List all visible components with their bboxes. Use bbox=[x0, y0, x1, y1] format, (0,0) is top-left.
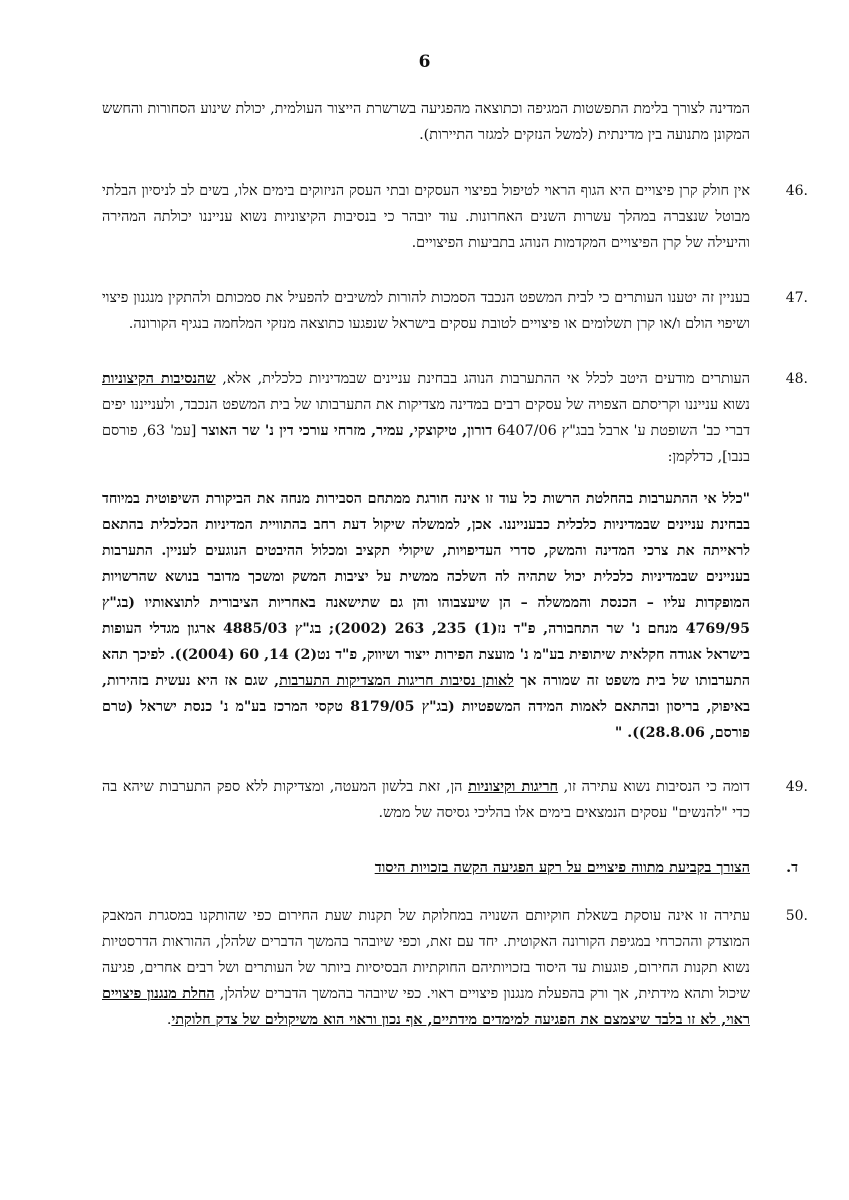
paragraph-number: 50. bbox=[785, 908, 808, 924]
section-title: הצורך בקביעת מתווה פיצויים על רקע הפגיעה הקשה בזכויות היסוד bbox=[374, 859, 750, 876]
paragraph-46 bbox=[102, 178, 808, 256]
paragraph-47 bbox=[102, 285, 808, 337]
paragraph-50 bbox=[102, 903, 808, 1033]
paragraph-number: 49. bbox=[785, 779, 808, 795]
legal-quote bbox=[102, 486, 750, 746]
paragraph-text: העותרים מודעים היטב לכלל אי ההתערבות הנוהג בבחינת עניינים שבמדיניות כלכלית, אלא, bbox=[215, 371, 750, 387]
paragraph-text: בעניין זה יטענו העותרים כי לבית המשפט הנכבד הסמכות להורות למשיבים להפעיל את סמכותם ולהתקין מנגנון פיצוי ושיפוי הולם ו/או קרן תשלומים או פיצויים לטובת עסקים בישראל שנפגעו כתוצאה מנזקי המלחמה בנגיף הקורונה. bbox=[102, 290, 750, 332]
paragraph-number: 47. bbox=[785, 290, 808, 306]
paragraph-49 bbox=[102, 774, 808, 826]
emphasis-text: חריגות וקיצוניות bbox=[468, 778, 559, 795]
paragraph-number: 48. bbox=[785, 371, 808, 387]
emphasis-text: החלת מנגנון פיצויים ראוי, לא זו בלבד שיצמצם את הפגיעה למימדים מידתיים, אף נכון וראוי הוא משיקולים של צדק חלוקתי bbox=[102, 985, 750, 1028]
paragraph-number: 46. bbox=[785, 183, 808, 199]
paragraph-text: . bbox=[166, 1012, 172, 1028]
paragraph-48 bbox=[102, 366, 808, 470]
case-name: דורון, טיקוצקי, עמיר, מזרחי עורכי דין נ' שר האוצר bbox=[201, 422, 493, 439]
quote-text: , שגם אז היא נעשית בזהירות, באיפוק, בריסון ובהתאם לאמות המידה המשפטיות (בג"ץ 8179/05 טקסי המרכז בע"מ נ' כנסת ישראל (טרם פורסם, 28.8.06)). " bbox=[102, 673, 750, 741]
paragraph-text: [עמ' 63, פורסם בנבו], כדלקמן: bbox=[102, 423, 750, 465]
paragraph-text: נשוא ענייננו וקריסתם הצפויה של עסקים רבים במדינה מצדיקות את התערבותו של בית המשפט הנכבד, ולענייננו יפים דברי כב' השופטת ע' ארבל בבג"ץ 6407/06 bbox=[102, 397, 751, 439]
paragraph-text: הן, זאת בלשון המעטה, ומצדיקות ללא ספק התערבות שיהא בה כדי "להנשים" עסקים הנמצאים בימים אלו בהליכי גסיסה של ממש. bbox=[102, 779, 750, 821]
section-letter: ד. bbox=[786, 859, 798, 876]
paragraph-text: אין חולק קרן פיצויים היא הגוף הראוי לטיפול בפיצוי העסקים ובתי העסק הניזוקים בימים אלו, בשים לב לניסיון הבלתי מבוטל שנצברה במהלך עשרות השנים האחרונות. עוד יובהר כי בנסיבות הקיצוניות נשוא ענייננו יכולתה המהירה והיעילה של קרן הפיצויים המקדמות הנוהג בתביעות הפיצויים. bbox=[102, 183, 751, 251]
document-body bbox=[102, 96, 808, 1062]
paragraph-text: עתירה זו אינה עוסקת בשאלת חוקיותם השנויה במחלוקת של תקנות שעת החירום כפי שהותקנו במסגרת המאבק המוצדק וההכרחי במגיפת הקורונה האקוטית. יחד עם זאת, וכפי שיובהר בהמשך הדברים שלהלן, ההוראות הדרסטיות נשוא תקנות החירום, פוגעות עד היסוד בזכויותיהם החוקתיות הבסיסיות ביותר של העותרים ושל רבים אחרים, פגיעה שיכול ותהא מידתית, אך ורק בהפעלת מנגנון פיצויים ראוי. כפי שיובהר בהמשך הדברים שלהלן, bbox=[102, 908, 750, 1002]
section-heading bbox=[102, 855, 798, 881]
quote-text: "כלל אי ההתערבות בהחלטת הרשות כל עוד זו אינה חורגת ממתחם הסבירות מנחה את הביקורת השיפוטית במיוחד בבחינת עניינים שבמדיניות כלכלית כבענייננו. אכן, לממשלה שיקול דעת רחב בהתוויית המדיניות הכלכלית בהתאם לראייתה את צרכי המדינה והמשק, סדרי העדיפויות, שיקולי תקציב ומכלול ההיבטים הנוגעים לעניין. התערבות בעניינים שבמדיניות כלכלית יכול שתהיה לה השלכה ממשית על יציבות המשק ומשכך מדובר בנושא שהרשויות המופקדות עליו – הכנסת והממשלה – הן שיעצבוהו והן גם שתישאנה באחריות הציבורית לתוצאותיו (בג"ץ 4769/95 מנחם נ' שר התחבורה, פ"ד נז(1) 235, 263 (2002); בג"ץ 4885/03 ארגון מגדלי העופות בישראל אגודה חקלאית שיתופית בע"מ נ' מועצת הפירות ייצור ושיווק, פ"ד נט(2) 14, 60 (2004)). לפיכך תהא התערבותו של בית משפט זה שמורה אך bbox=[102, 491, 750, 689]
continuation-paragraph: המדינה לצורך בלימת התפשטות המגיפה וכתוצאה מהפגיעה בשרשרת הייצור העולמית, יכולת שינוע הסחורות והחשש המקונן מתנועה בין מדינתית (למשל הנזקים למגזר התיירות). bbox=[102, 101, 750, 143]
paragraph-text: דומה כי הנסיבות נשוא עתירה זו, bbox=[558, 779, 750, 795]
page-number: 6 bbox=[418, 52, 431, 72]
emphasis-text: שהנסיבות הקיצוניות bbox=[102, 370, 216, 387]
quote-emphasis: לאותן נסיבות חריגות המצדיקות התערבות bbox=[279, 673, 514, 689]
